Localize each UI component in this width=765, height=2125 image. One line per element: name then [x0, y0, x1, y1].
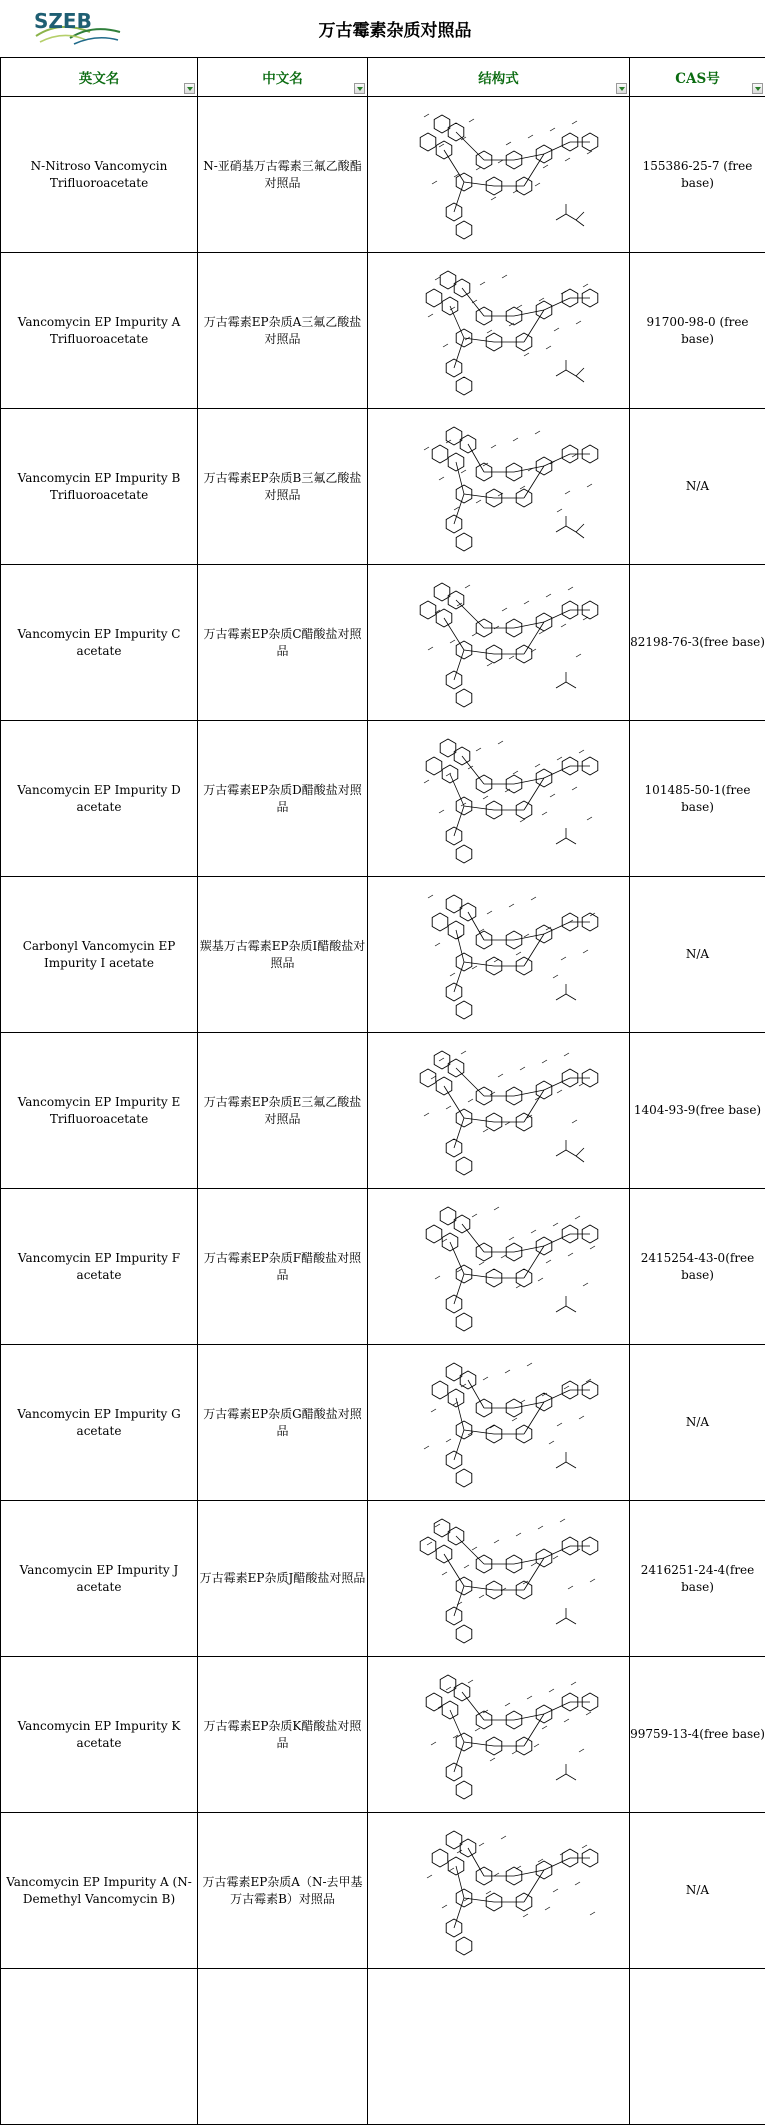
- cas-number-cell: 99759-13-4(free base): [630, 1657, 765, 1813]
- cas-number-cell: N/A: [630, 409, 765, 565]
- chinese-name-cell: 万古霉素EP杂质B三氟乙酸盐对照品: [198, 409, 368, 565]
- column-header-structure: [368, 58, 630, 97]
- english-name-cell: Vancomycin EP Impurity E Trifluoroacetate: [1, 1033, 198, 1189]
- chinese-name-cell: 万古霉素EP杂质D醋酸盐对照品: [198, 721, 368, 877]
- structure-cell: [368, 1813, 630, 1969]
- chemical-structure-image: [384, 1818, 614, 1963]
- table-row: [1, 1501, 765, 1657]
- chemical-structure-image: [384, 1506, 614, 1651]
- filter-dropdown-icon[interactable]: [616, 83, 627, 94]
- svg-text:SZEB: SZEB: [34, 9, 92, 33]
- english-name-cell: Carbonyl Vancomycin EP Impurity I acetate: [1, 877, 198, 1033]
- table-row: [1, 1813, 765, 1969]
- structure-cell: [368, 1501, 630, 1657]
- english-name-cell: Vancomycin EP Impurity G acetate: [1, 1345, 198, 1501]
- chinese-name-cell: 万古霉素EP杂质E三氟乙酸盐对照品: [198, 1033, 368, 1189]
- english-name-cell: Vancomycin EP Impurity A Trifluoroacetate: [1, 253, 198, 409]
- structure-cell: [368, 1189, 630, 1345]
- chinese-name-cell: 万古霉素EP杂质K醋酸盐对照品: [198, 1657, 368, 1813]
- column-header-cn-name: [198, 58, 368, 97]
- chinese-name-cell: 万古霉素EP杂质A（N-去甲基万古霉素B）对照品: [198, 1813, 368, 1969]
- cas-number-cell: 2415254-43-0(free base): [630, 1189, 765, 1345]
- table-row: [1, 1657, 765, 1813]
- table-row: [1, 253, 765, 409]
- table-row: [1, 1189, 765, 1345]
- cas-number-cell: N/A: [630, 1813, 765, 1969]
- cas-number-cell: 82198-76-3(free base): [630, 565, 765, 721]
- chemical-structure-image: [384, 102, 614, 247]
- cas-number-cell: 2416251-24-4(free base): [630, 1501, 765, 1657]
- chinese-name-cell: 万古霉素EP杂质J醋酸盐对照品: [198, 1501, 368, 1657]
- cas-number-cell: 1404-93-9(free base): [630, 1033, 765, 1189]
- table-row-partial: [1, 1969, 765, 2125]
- table-row: [1, 1033, 765, 1189]
- structure-cell: [368, 97, 630, 253]
- column-header-label: 英文名: [79, 71, 120, 87]
- chemical-structure-image: [384, 1194, 614, 1339]
- chemical-structure-image: [384, 882, 614, 1027]
- filter-dropdown-icon[interactable]: [184, 83, 195, 94]
- chemical-structure-image: [384, 258, 614, 403]
- cas-number-cell: 91700-98-0 (free base): [630, 253, 765, 409]
- english-name-cell: Vancomycin EP Impurity C acetate: [1, 565, 198, 721]
- chemical-structure-image: [384, 1350, 614, 1495]
- cas-number-cell: N/A: [630, 877, 765, 1033]
- table-row: [1, 565, 765, 721]
- structure-cell: [368, 565, 630, 721]
- structure-cell: [368, 1345, 630, 1501]
- structure-cell: [368, 253, 630, 409]
- page-header: [0, 0, 765, 58]
- column-header-label: 中文名: [262, 71, 303, 87]
- cas-number-cell: N/A: [630, 1345, 765, 1501]
- column-header-en-name: [1, 58, 198, 97]
- english-name-cell: Vancomycin EP Impurity J acetate: [1, 1501, 198, 1657]
- chinese-name-cell: 万古霉素EP杂质F醋酸盐对照品: [198, 1189, 368, 1345]
- chinese-name-cell: 万古霉素EP杂质A三氟乙酸盐对照品: [198, 253, 368, 409]
- chemical-structure-image: [384, 414, 614, 559]
- chinese-name-cell: N-亚硝基万古霉素三氟乙酸酯对照品: [198, 97, 368, 253]
- cas-number-cell: 155386-25-7 (free base): [630, 97, 765, 253]
- table-row: [1, 721, 765, 877]
- english-name-cell: [1, 1969, 198, 2125]
- chinese-name-cell: 羰基万古霉素EP杂质I醋酸盐对照品: [198, 877, 368, 1033]
- chemical-structure-image: [384, 1038, 614, 1183]
- structure-cell: [368, 877, 630, 1033]
- english-name-cell: Vancomycin EP Impurity K acetate: [1, 1657, 198, 1813]
- english-name-cell: Vancomycin EP Impurity B Trifluoroacetate: [1, 409, 198, 565]
- english-name-cell: Vancomycin EP Impurity F acetate: [1, 1189, 198, 1345]
- cas-number-cell: [630, 1969, 765, 2125]
- chinese-name-cell: [198, 1969, 368, 2125]
- filter-dropdown-icon[interactable]: [752, 83, 763, 94]
- english-name-cell: N-Nitroso Vancomycin Trifluoroacetate: [1, 97, 198, 253]
- column-header-cas: [630, 58, 765, 97]
- table-row: [1, 97, 765, 253]
- column-header-label: CAS号: [675, 71, 719, 87]
- structure-cell: [368, 1657, 630, 1813]
- table-row: [1, 877, 765, 1033]
- structure-cell: [368, 1969, 630, 2125]
- column-header-label: 结构式: [478, 71, 519, 87]
- table-row: [1, 409, 765, 565]
- chemical-structure-image: [384, 726, 614, 871]
- chinese-name-cell: 万古霉素EP杂质C醋酸盐对照品: [198, 565, 368, 721]
- cas-number-cell: 101485-50-1(free base): [630, 721, 765, 877]
- structure-cell: [368, 409, 630, 565]
- english-name-cell: Vancomycin EP Impurity D acetate: [1, 721, 198, 877]
- chemical-structure-image: [384, 1662, 614, 1807]
- english-name-cell: Vancomycin EP Impurity A (N-Demethyl Vancomycin B): [1, 1813, 198, 1969]
- structure-cell: [368, 721, 630, 877]
- chinese-name-cell: 万古霉素EP杂质G醋酸盐对照品: [198, 1345, 368, 1501]
- table-header-row: [1, 58, 765, 97]
- chemical-structure-image: [384, 570, 614, 715]
- filter-dropdown-icon[interactable]: [354, 83, 365, 94]
- product-table: [0, 57, 765, 2125]
- table-row: [1, 1345, 765, 1501]
- page-title: 万古霉素杂质对照品: [0, 16, 765, 41]
- structure-cell: [368, 1033, 630, 1189]
